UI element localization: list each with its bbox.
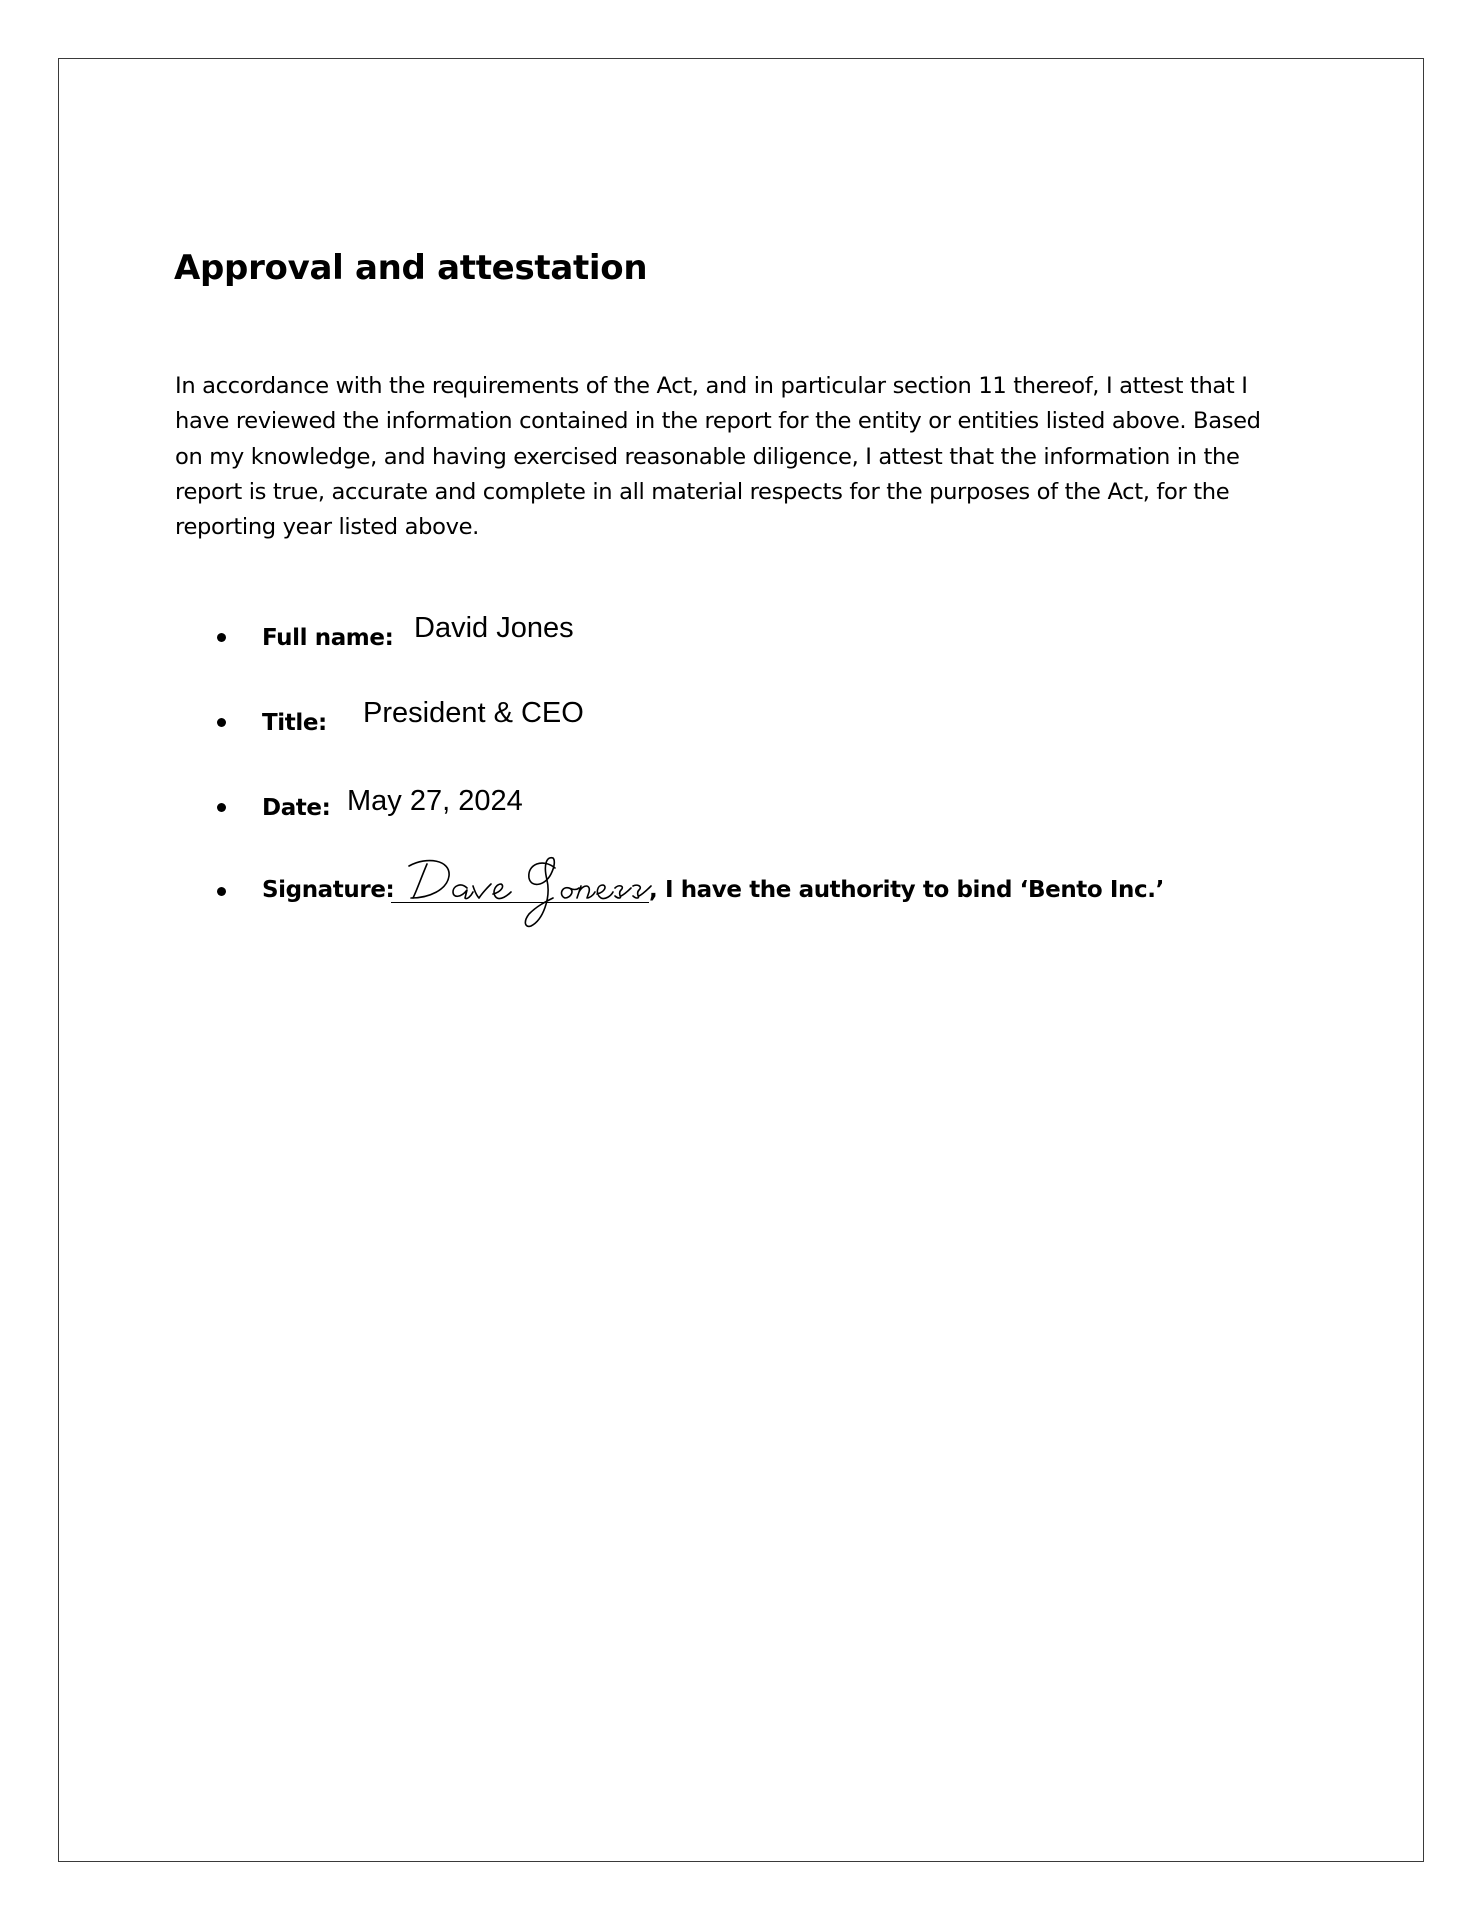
signature-label: Signature:: [262, 877, 395, 903]
bullet-icon: [217, 887, 226, 896]
bullet-icon: [217, 633, 226, 642]
page-title: Approval and attestation: [174, 248, 648, 288]
paragraph-line: report is true, accurate and complete in all material respects for the purposes of the Act, for the: [175, 478, 1230, 505]
full-name-value: David Jones: [414, 612, 574, 644]
date-label: Date:: [262, 795, 331, 821]
bullet-icon: [217, 803, 226, 812]
page-border: [58, 58, 1424, 1862]
full-name-label: Full name:: [262, 625, 394, 651]
title-value: President & CEO: [363, 697, 584, 729]
bullet-icon: [217, 718, 226, 727]
paragraph-line: In accordance with the requirements of the Act, and in particular section 11 thereof, I attest that I: [175, 373, 1248, 399]
paragraph-line: on my knowledge, and having exercised reasonable diligence, I attest that the information in the: [175, 443, 1240, 470]
handwritten-signature: [405, 850, 655, 934]
paragraph-line: have reviewed the information contained in the report for the entity or entities listed above. Based: [175, 408, 1261, 435]
authority-statement: , I have the authority to bind ‘Bento Inc.’: [649, 877, 1164, 903]
date-value: May 27, 2024: [347, 785, 523, 817]
attestation-paragraph: [175, 369, 1305, 545]
paragraph-line: reporting year listed above.: [175, 514, 479, 541]
title-label: Title:: [262, 710, 327, 736]
